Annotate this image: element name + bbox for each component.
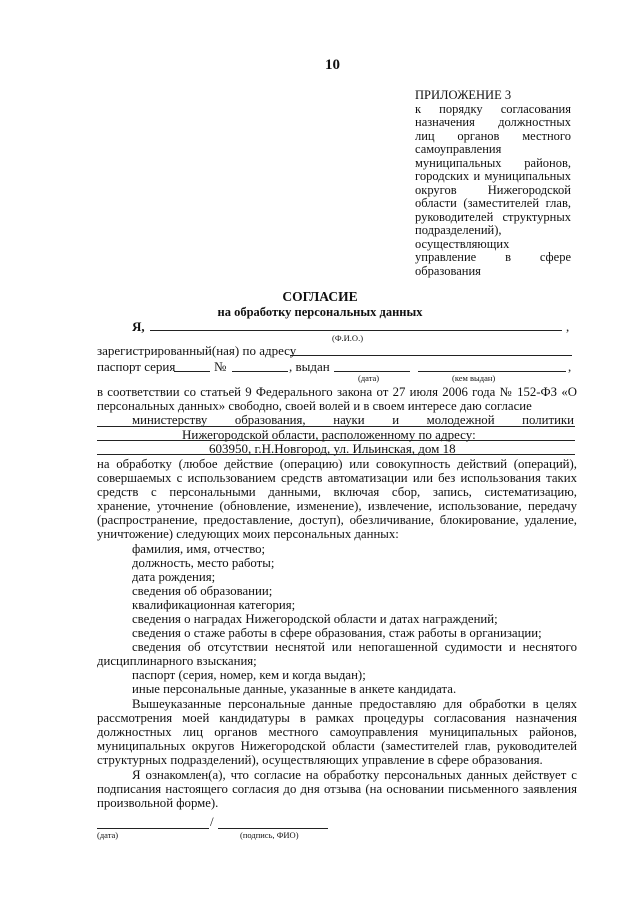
appendix-line: муниципальных районов, — [415, 156, 571, 170]
law-line: в соответствии со статьей 9 Федерального закона от 27 июля 2006 года № 152-ФЗ «О — [97, 385, 577, 399]
document-subtitle: на обработку персональных данных — [217, 305, 423, 319]
comma: , — [568, 359, 572, 374]
appendix-line: лиц органов местного — [415, 129, 571, 143]
passport-number-line[interactable] — [232, 371, 288, 372]
appendix-line: осуществляющих — [415, 237, 510, 251]
data-item: сведения об отсутствии неснятой или непогашенной судимости и неснятого — [132, 640, 577, 654]
law-line: персональных данных» свободно, своей волей и в своем интересе даю согласие — [97, 399, 532, 413]
appendix-line: руководителей структурных — [415, 210, 571, 224]
data-item: должность, место работы; — [132, 556, 275, 570]
address-field-line[interactable] — [290, 355, 572, 356]
appendix-line: подразделений), — [415, 224, 502, 237]
data-item: паспорт (серия, номер, кем и когда выдан); — [132, 668, 366, 682]
appendix-line: к порядку согласования — [415, 102, 571, 116]
data-item: фамилия, имя, отчество; — [132, 542, 266, 556]
registered-label: зарегистрированный(ная) по адресу — [97, 343, 297, 358]
ack-line: произвольной форме). — [97, 796, 219, 810]
purpose-line: муниципальных округов Нижегородской области (заместителей глав, руководителей — [97, 739, 577, 753]
issuer-line[interactable] — [418, 371, 566, 372]
processing-line: уничтожение) следующих моих персональных данных: — [97, 527, 399, 541]
document-title: СОГЛАСИЕ — [282, 289, 358, 304]
data-item: сведения об образовании; — [132, 584, 273, 598]
appendix-line: самоуправления — [415, 143, 502, 156]
ministry-underline — [97, 454, 575, 455]
processing-line: (распространение, предоставление, доступ), обезличивание, блокирование, удаление, — [97, 513, 577, 527]
appendix-block — [415, 89, 571, 278]
purpose-line: Вышеуказанные персональные данные предоставляю для обработки в целях — [132, 697, 577, 711]
page-number: 10 — [325, 57, 340, 73]
ack-line: подписания настоящего согласия до дня отзыва (на основании письменного заявления — [97, 782, 577, 796]
appendix-line: округов Нижегородской — [415, 183, 571, 197]
date-hint: (дата) — [358, 373, 380, 383]
signature-name-line[interactable] — [218, 828, 328, 829]
signature-date-line[interactable] — [97, 828, 209, 829]
comma: , — [566, 319, 570, 334]
issue-date-line[interactable] — [334, 371, 410, 372]
ministry-line: министерству образования, науки и молодежной политики — [132, 413, 574, 427]
appendix-title: ПРИЛОЖЕНИЕ 3 — [415, 89, 512, 102]
processing-line: совершаемых с использованием средств автоматизации или без использования таких — [97, 471, 577, 485]
appendix-line: области (заместителей глав, — [415, 197, 571, 210]
purpose-line: рассмотрения моей кандидатуры в рамках процедуры согласования назначения — [97, 711, 577, 725]
signature-slash: / — [210, 814, 214, 829]
passport-label: паспорт серия — [97, 359, 176, 374]
purpose-line: должностных лиц органов местного самоуправления муниципальных районов, — [97, 725, 577, 739]
appendix-line: городских и муниципальных — [415, 170, 571, 183]
data-item: сведения о стаже работы в сфере образования, стаж работы в организации; — [132, 626, 542, 640]
issued-label: , выдан — [289, 359, 330, 374]
fio-field-line[interactable] — [150, 330, 562, 331]
appendix-line: образования — [415, 264, 481, 278]
signature-date-hint: (дата) — [97, 830, 119, 840]
data-item: иные персональные данные, указанные в анкете кандидата. — [132, 682, 457, 696]
appendix-line: назначения должностных — [415, 116, 571, 129]
ministry-address: 603950, г.Н.Новгород, ул. Ильинская, дом 18 — [209, 441, 456, 456]
passport-series-line[interactable] — [174, 371, 210, 372]
appendix-line: управление в сфере — [415, 251, 571, 264]
ministry-line: Нижегородской области, расположенному по адресу: — [182, 427, 476, 442]
signature-sign-hint: (подпись, ФИО) — [240, 830, 299, 840]
purpose-line: структурных подразделений), осуществляющих управление в сфере образования. — [97, 753, 543, 767]
data-item: дата рождения; — [132, 570, 216, 584]
ack-line: Я ознакомлен(а), что согласие на обработку персональных данных действует с — [132, 768, 577, 782]
data-item: дисциплинарного взыскания; — [97, 654, 257, 668]
fio-hint: (Ф.И.О.) — [332, 333, 364, 343]
data-item: квалификационная категория; — [132, 598, 296, 612]
processing-line: хранение, уточнение (обновление, изменение), извлечение, использование, передачу — [97, 499, 577, 513]
passport-number-label: № — [214, 359, 227, 374]
i-label: Я, — [132, 319, 145, 334]
processing-line: на обработку (любое действие (операцию) или совокупность действий (операций), — [97, 457, 577, 471]
issuer-hint: (кем выдан) — [452, 373, 496, 383]
data-item: сведения о наградах Нижегородской области и датах награждений; — [132, 612, 498, 626]
processing-line: средств с персональными данными, включая сбор, запись, систематизацию, — [97, 485, 577, 499]
